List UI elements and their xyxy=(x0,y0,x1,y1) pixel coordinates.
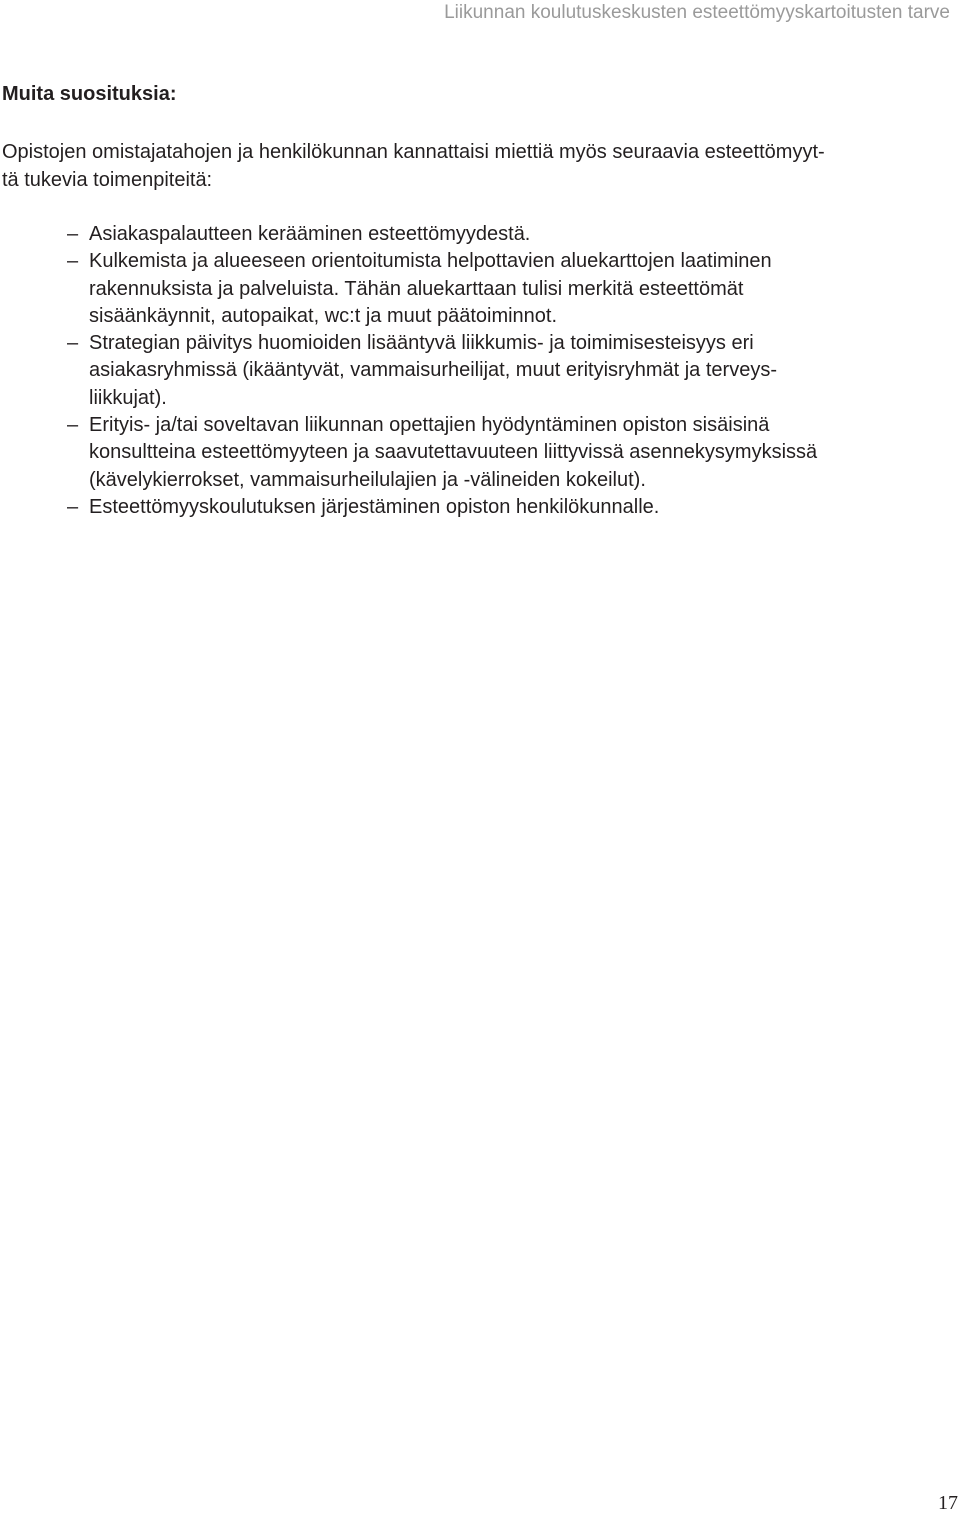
intro-line: Opistojen omistajatahojen ja henkilökunnan kannattaisi miettiä myös seuraavia esteettömyyt- xyxy=(2,141,825,163)
page-number: 17 xyxy=(938,1492,958,1514)
list-item-line: Esteettömyyskoulutuksen järjestäminen opiston henkilökunnalle. xyxy=(89,495,660,518)
running-header: Liikunnan koulutuskeskusten esteettömyyskartoitusten tarve xyxy=(444,2,950,23)
dash-bullet: – xyxy=(67,223,79,245)
list-item-line: rakennuksista ja palveluista. Tähän aluekarttaan tulisi merkitä esteettömät xyxy=(89,277,744,300)
list-item xyxy=(0,221,940,248)
list-item-line: konsultteina esteettömyyteen ja saavutettavuuteen liittyvissä asennekysymyksissä xyxy=(89,441,818,464)
dash-bullet: – xyxy=(67,495,79,518)
list-item-line: sisäänkäynnit, autopaikat, wc:t ja muut päätoiminnot. xyxy=(89,304,558,327)
list-item-line: liikkujat). xyxy=(89,386,167,409)
list-item xyxy=(0,412,940,494)
recommendation-list xyxy=(0,221,940,521)
list-item xyxy=(0,494,940,521)
section-heading: Muita suosituksia: xyxy=(2,83,177,105)
intro-paragraph xyxy=(2,138,947,194)
list-item-line: (kävelykierrokset, vammaisurheilulajien ja -välineiden kokeilut). xyxy=(89,468,646,491)
list-item-line: Kulkemista ja alueeseen orientoitumista helpottavien aluekarttojen laatiminen xyxy=(89,250,772,273)
dash-bullet: – xyxy=(67,250,79,273)
dash-bullet: – xyxy=(67,414,79,437)
list-item-line: Strategian päivitys huomioiden lisääntyvä liikkumis- ja toimimisesteisyys eri xyxy=(89,332,754,355)
list-item xyxy=(0,330,940,412)
list-item xyxy=(0,248,940,330)
dash-bullet: – xyxy=(67,332,79,355)
list-item-line: Asiakaspalautteen kerääminen esteettömyydestä. xyxy=(89,223,531,245)
list-item-line: Erityis- ja/tai soveltavan liikunnan opettajien hyödyntäminen opiston sisäisinä xyxy=(89,414,770,437)
intro-line: tä tukevia toimenpiteitä: xyxy=(2,169,213,191)
list-item-line: asiakasryhmissä (ikääntyvät, vammaisurheilijat, muut erityisryhmät ja terveys- xyxy=(89,359,777,382)
